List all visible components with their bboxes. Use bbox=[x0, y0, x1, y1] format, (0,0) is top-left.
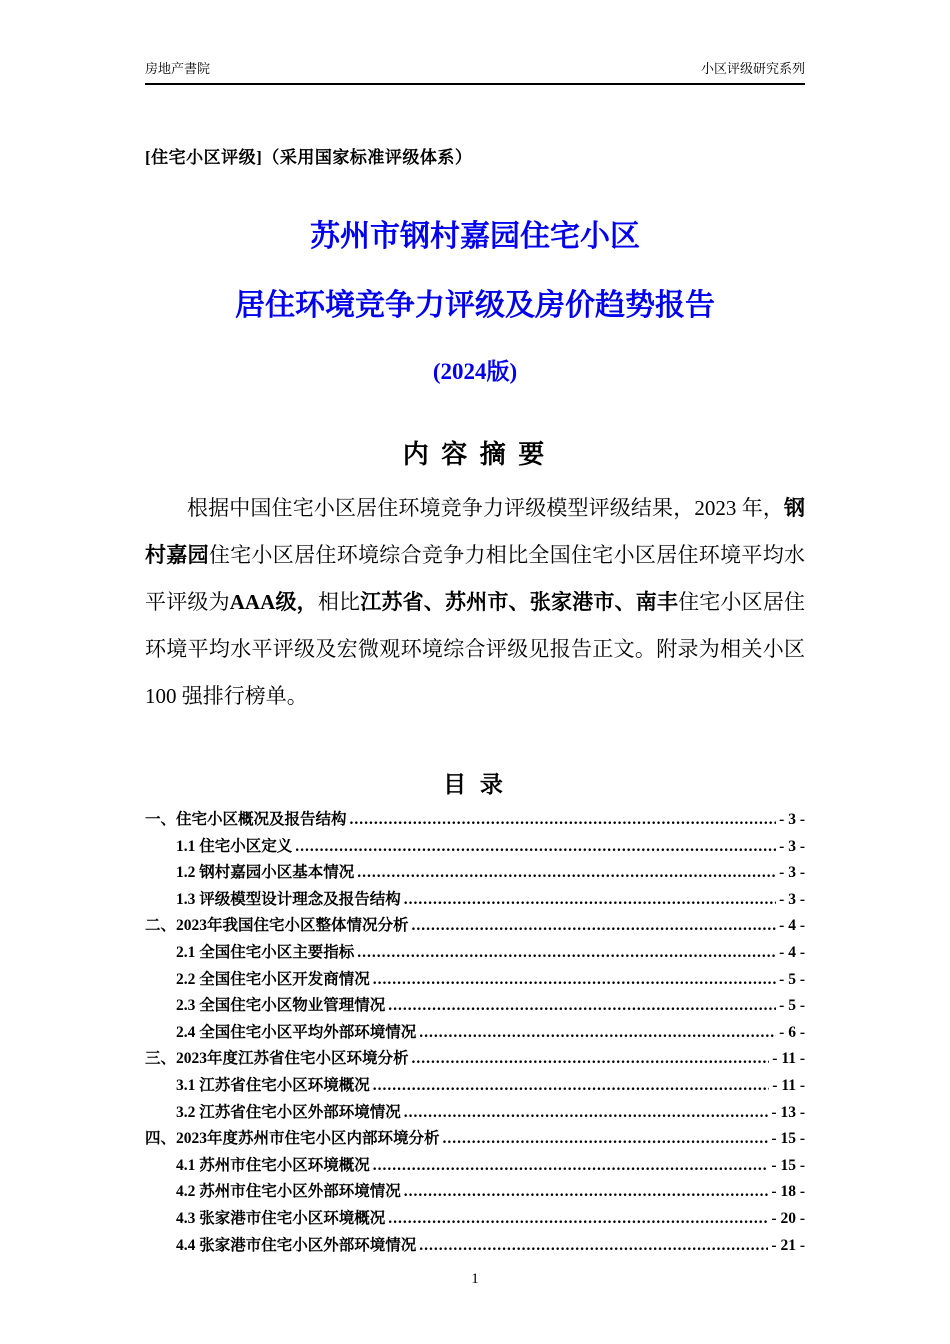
page-header bbox=[145, 60, 805, 78]
header-left-text: 房地产書院 bbox=[145, 61, 211, 76]
page-number: 1 bbox=[471, 1271, 479, 1287]
toc-entry-page: - 15 - bbox=[771, 1156, 805, 1174]
toc-entry[interactable] bbox=[145, 1233, 805, 1260]
toc-entry[interactable] bbox=[145, 1020, 805, 1047]
report-title-year: (2024版) bbox=[432, 359, 518, 384]
toc-entry-page: - 5 - bbox=[779, 970, 805, 988]
toc-dotted-leader bbox=[412, 1046, 770, 1073]
toc-dotted-leader bbox=[373, 967, 776, 994]
abstract-text: 住宅小区居住环境综合竞争力相比全国住宅小区居住环境平均水平评级为 bbox=[145, 543, 806, 614]
toc-dotted-leader bbox=[373, 1073, 770, 1100]
abstract-paragraph bbox=[145, 485, 805, 720]
toc-dotted-leader bbox=[412, 913, 777, 940]
toc-dotted-leader bbox=[419, 1233, 768, 1260]
toc-entry[interactable] bbox=[145, 807, 805, 834]
toc-entry-label: 3.2 江苏省住宅小区外部环境情况 bbox=[176, 1103, 401, 1121]
toc-entry-label: 1.3 评级模型设计理念及报告结构 bbox=[176, 890, 401, 908]
toc-entry[interactable] bbox=[145, 1046, 805, 1073]
toc-dotted-leader bbox=[295, 834, 776, 861]
toc-entry-page: - 20 - bbox=[771, 1209, 805, 1227]
toc-dotted-leader bbox=[357, 860, 776, 887]
report-title-line2: 居住环境竞争力评级及房价趋势报告 bbox=[235, 288, 715, 322]
toc-entry-label: 1.2 钢村嘉园小区基本情况 bbox=[176, 864, 355, 882]
toc-entry-page: - 4 - bbox=[779, 917, 805, 935]
toc-entry[interactable] bbox=[145, 1206, 805, 1233]
toc-entry-label: 4.2 苏州市住宅小区外部环境情况 bbox=[176, 1183, 401, 1201]
toc-entry-page: - 11 - bbox=[772, 1050, 805, 1068]
toc-entry-label: 2.3 全国住宅小区物业管理情况 bbox=[176, 997, 386, 1015]
toc-list bbox=[145, 807, 805, 1259]
toc-dotted-leader bbox=[388, 1206, 768, 1233]
toc-entry[interactable] bbox=[145, 993, 805, 1020]
toc-entry-label: 一、住宅小区概况及报告结构 bbox=[145, 811, 347, 828]
toc-entry[interactable] bbox=[145, 913, 805, 940]
toc-entry[interactable] bbox=[145, 887, 805, 914]
header-right-text: 小区评级研究系列 bbox=[700, 61, 805, 76]
toc-dotted-leader bbox=[443, 1126, 769, 1153]
toc-entry[interactable] bbox=[145, 834, 805, 861]
toc-entry-page: - 15 - bbox=[771, 1130, 805, 1148]
abstract-text: 根据中国住宅小区居住环境竞争力评级模型评级结果，2023 年， bbox=[187, 496, 784, 520]
toc-entry[interactable] bbox=[145, 1179, 805, 1206]
abstract-text: 住宅小区居住环境平均水平评级及宏微观环境综合评级见报告正文。附录为相关小区 100 强排行榜单。 bbox=[145, 590, 806, 708]
toc-entry[interactable] bbox=[145, 1126, 805, 1153]
toc-entry-page: - 18 - bbox=[771, 1183, 805, 1201]
toc-entry[interactable] bbox=[145, 860, 805, 887]
toc-dotted-leader bbox=[350, 807, 777, 834]
rating-system-note: [住宅小区评级]（采用国家标准评级体系） bbox=[145, 148, 473, 167]
title-block bbox=[145, 220, 805, 386]
toc-dotted-leader bbox=[419, 1020, 776, 1047]
abstract-text: 相比 bbox=[317, 590, 361, 614]
toc-dotted-leader bbox=[404, 887, 776, 914]
toc-entry-page: - 5 - bbox=[779, 997, 805, 1015]
toc-entry-page: - 21 - bbox=[771, 1236, 805, 1254]
toc-entry[interactable] bbox=[145, 1100, 805, 1127]
abstract-bold-text: 江苏省、苏州市、张家港市、南丰 bbox=[360, 590, 679, 614]
toc-dotted-leader bbox=[404, 1100, 769, 1127]
toc-heading: 目 录 bbox=[443, 772, 507, 797]
toc-entry-page: - 3 - bbox=[779, 890, 805, 908]
toc-entry-label: 3.1 江苏省住宅小区环境概况 bbox=[176, 1076, 370, 1094]
toc-entry-label: 4.1 苏州市住宅小区环境概况 bbox=[176, 1156, 370, 1174]
toc-entry-page: - 3 - bbox=[779, 811, 805, 828]
toc-entry[interactable] bbox=[145, 1153, 805, 1180]
toc-entry-label: 二、2023年我国住宅小区整体情况分析 bbox=[145, 917, 409, 935]
toc-entry-label: 2.2 全国住宅小区开发商情况 bbox=[176, 970, 370, 988]
toc-dotted-leader bbox=[357, 940, 776, 967]
header-divider bbox=[145, 83, 805, 85]
toc-entry[interactable] bbox=[145, 1073, 805, 1100]
toc-entry-label: 1.1 住宅小区定义 bbox=[176, 837, 293, 855]
toc-entry-page: - 3 - bbox=[779, 837, 805, 855]
toc-entry-label: 2.1 全国住宅小区主要指标 bbox=[176, 943, 355, 961]
toc-entry-label: 4.4 张家港市住宅小区外部环境情况 bbox=[176, 1236, 417, 1254]
toc-dotted-leader bbox=[404, 1179, 769, 1206]
toc-entry[interactable] bbox=[145, 967, 805, 994]
toc-entry[interactable] bbox=[145, 940, 805, 967]
toc-entry-label: 2.4 全国住宅小区平均外部环境情况 bbox=[176, 1023, 417, 1041]
toc-entry-page: - 13 - bbox=[771, 1103, 805, 1121]
abstract-bold-text: AAA级， bbox=[229, 590, 318, 614]
toc-dotted-leader bbox=[388, 993, 776, 1020]
toc-entry-page: - 3 - bbox=[779, 864, 805, 882]
abstract-heading: 内 容 摘 要 bbox=[402, 440, 548, 469]
toc-entry-label: 四、2023年度苏州市住宅小区内部环境分析 bbox=[145, 1130, 440, 1148]
toc-entry-page: - 11 - bbox=[772, 1076, 805, 1094]
toc-entry-label: 三、2023年度江苏省住宅小区环境分析 bbox=[145, 1050, 409, 1068]
abstract-bold-text: 钢村嘉园 bbox=[145, 496, 805, 567]
toc-dotted-leader bbox=[373, 1153, 769, 1180]
toc-entry-label: 4.3 张家港市住宅小区环境概况 bbox=[176, 1209, 386, 1227]
report-title-line1: 苏州市钢村嘉园住宅小区 bbox=[310, 220, 640, 253]
toc-entry-page: - 6 - bbox=[779, 1023, 805, 1041]
toc-entry-page: - 4 - bbox=[779, 943, 805, 961]
